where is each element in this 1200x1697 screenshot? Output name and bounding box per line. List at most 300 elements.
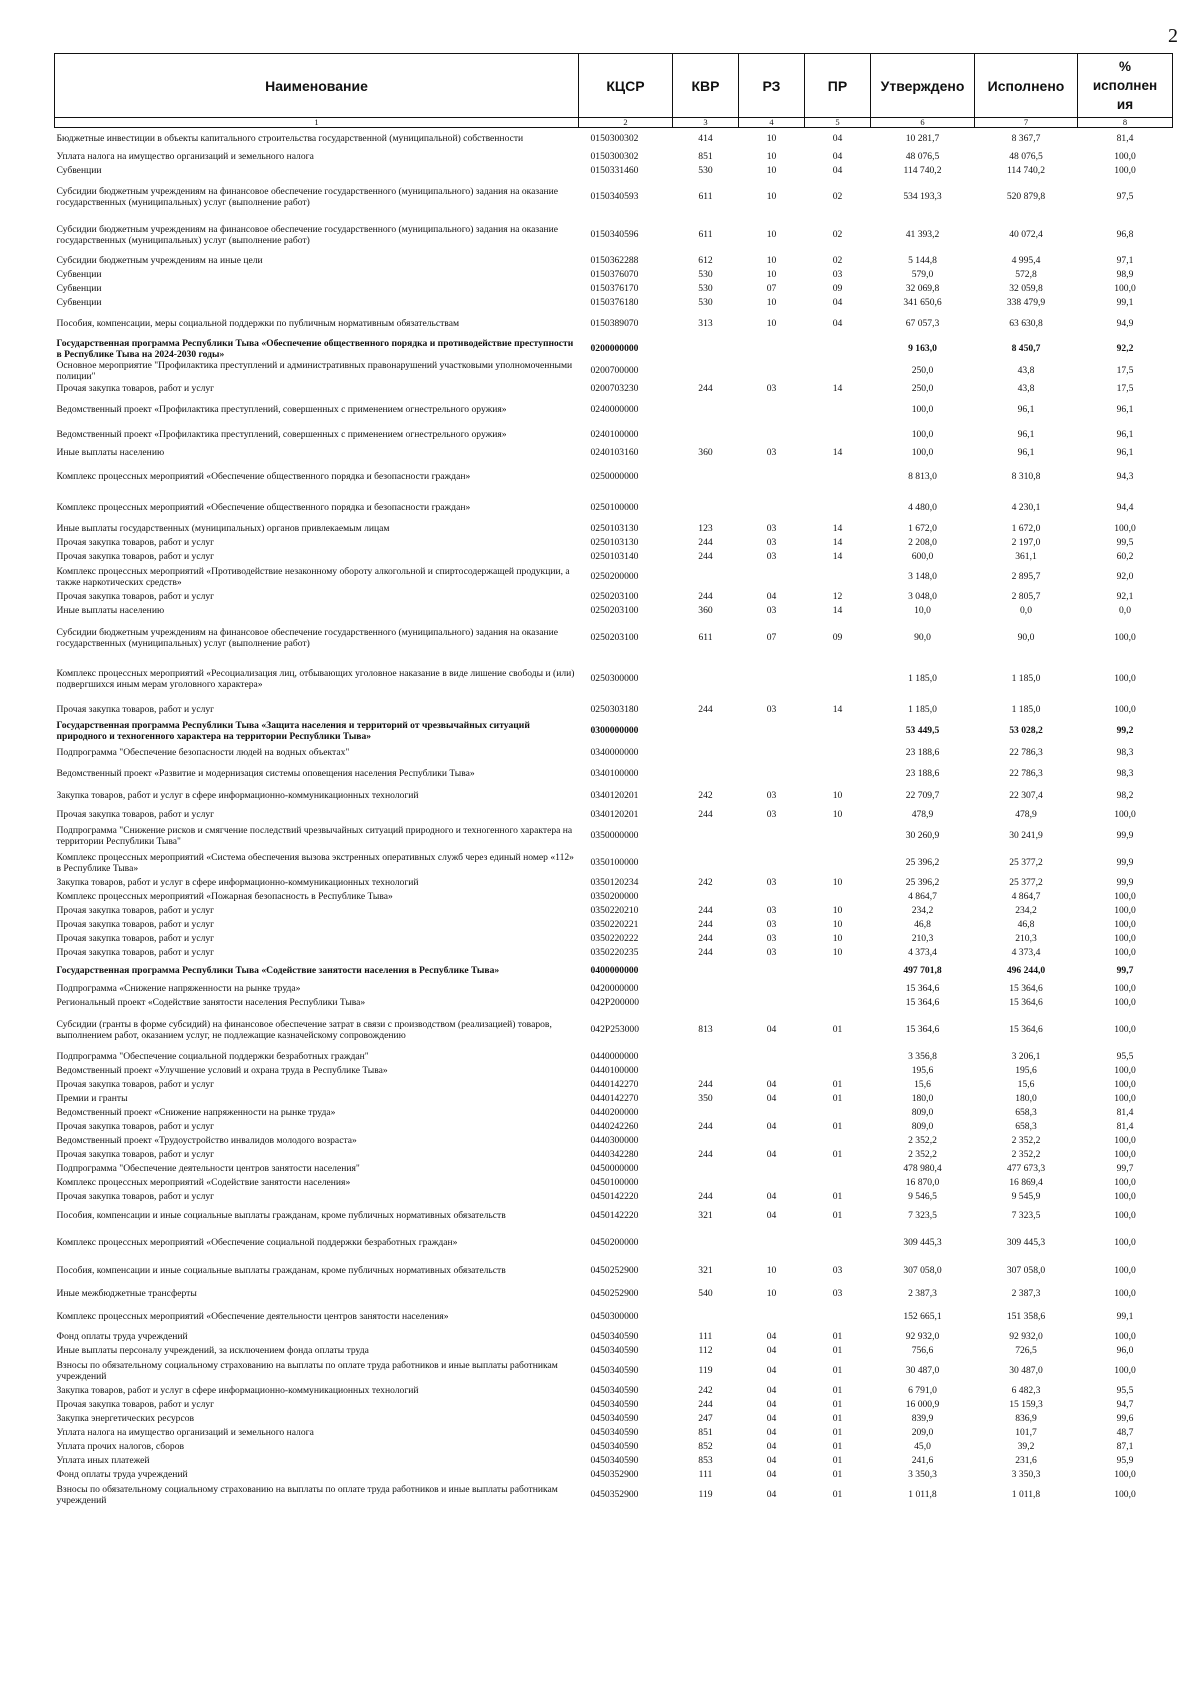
row-kvr: 852 <box>698 1441 713 1452</box>
row-name: Комплекс процессных мероприятий «Обеспечение общественного порядка и безопасности граждан» <box>56 471 471 482</box>
row-pr: 10 <box>832 877 843 888</box>
row-kcsr: 0240100000 <box>590 429 639 440</box>
row-rz <box>739 960 805 982</box>
row-kcsr: 0350220210 <box>590 905 639 916</box>
table-row <box>55 550 1173 564</box>
row-approved: 478 980,4 <box>903 1163 942 1174</box>
row-executed: 307 058,0 <box>1006 1265 1046 1276</box>
row-kcsr: 0250103130 <box>590 537 639 548</box>
row-approved: 15,6 <box>914 1079 931 1090</box>
row-name: Иные выплаты государственных (муниципальных) органов привлекаемым лицам <box>56 523 390 534</box>
row-pr: 14 <box>832 551 843 562</box>
row-rz: 10 <box>766 165 777 176</box>
row-executed: 520 879,8 <box>1006 191 1046 202</box>
row-kcsr: 0450340590 <box>590 1399 639 1410</box>
row-executed: 43,8 <box>1017 365 1035 376</box>
row-kcsr: 0200700000 <box>590 365 639 376</box>
row-kvr: 612 <box>698 255 713 266</box>
row-kvr <box>673 1134 739 1148</box>
table-row <box>55 822 1173 850</box>
row-pr: 03 <box>832 1265 843 1276</box>
row-kcsr: 0450252900 <box>590 1265 639 1276</box>
row-percent: 100,0 <box>1114 1489 1136 1500</box>
table-row <box>55 1440 1173 1454</box>
row-approved: 241,6 <box>911 1455 934 1466</box>
row-kcsr: 0150362288 <box>590 255 639 266</box>
row-name: Закупка товаров, работ и услуг в сфере информационно-коммуникационных технологий <box>56 1385 419 1396</box>
row-name: Комплекс процессных мероприятий «Ресоциализация лиц, отбывающих уголовное наказание в виде лишение свободы и (или) подвергшихся иным мерам уголовного характера» <box>56 667 575 690</box>
row-kvr: 530 <box>698 283 713 294</box>
row-kvr: 360 <box>698 605 713 616</box>
row-rz <box>739 720 805 742</box>
table-row <box>55 1258 1173 1284</box>
row-kvr: 313 <box>698 318 713 329</box>
row-executed: 8 310,8 <box>1011 471 1041 482</box>
row-approved: 5 144,8 <box>908 255 937 266</box>
row-name: Субвенции <box>56 165 102 176</box>
row-name: Прочая закупка товаров, работ и услуг <box>56 704 215 715</box>
row-pr: 10 <box>832 790 843 801</box>
row-percent: 100,0 <box>1114 919 1136 930</box>
row-rz: 04 <box>766 1489 777 1500</box>
row-percent: 99,1 <box>1116 297 1134 308</box>
row-name: Прочая закупка товаров, работ и услуг <box>56 919 215 930</box>
row-pr <box>805 720 871 742</box>
row-approved: 209,0 <box>911 1427 934 1438</box>
row-executed: 96,1 <box>1017 404 1035 415</box>
table-row <box>55 1482 1173 1508</box>
row-executed: 15 364,6 <box>1009 1024 1043 1035</box>
row-kvr <box>673 658 739 700</box>
row-percent: 96,1 <box>1116 404 1134 415</box>
row-pr: 03 <box>832 1288 843 1299</box>
row-approved: 600,0 <box>911 551 934 562</box>
row-rz <box>739 1162 805 1176</box>
row-percent: 99,7 <box>1116 965 1134 976</box>
row-kvr: 244 <box>698 905 713 916</box>
row-pr <box>805 396 871 424</box>
row-percent: 94,9 <box>1116 318 1134 329</box>
row-executed: 7 323,5 <box>1011 1210 1041 1221</box>
row-pr <box>805 982 871 996</box>
row-executed: 114 740,2 <box>1006 165 1046 176</box>
row-kvr: 530 <box>698 269 713 280</box>
table-row <box>55 604 1173 618</box>
page-number: 2 <box>1168 25 1178 47</box>
row-rz: 03 <box>766 919 777 930</box>
row-percent: 100,0 <box>1114 1331 1136 1342</box>
row-executed: 6 482,3 <box>1011 1385 1041 1396</box>
row-name: Закупка товаров, работ и услуг в сфере информационно-коммуникационных технологий <box>56 877 419 888</box>
row-kvr: 244 <box>698 1121 713 1132</box>
row-pr: 12 <box>832 591 843 602</box>
row-kcsr: 0240103160 <box>590 447 639 458</box>
table-row <box>55 876 1173 890</box>
row-percent: 60,2 <box>1116 551 1134 562</box>
row-name: Субсидии бюджетным учреждениям на финансовое обеспечение государственного (муниципального) задания на оказание государственных (муниципальных) услуг (выполнение работ) <box>56 626 559 649</box>
row-rz: 03 <box>766 905 777 916</box>
row-rz <box>739 460 805 494</box>
row-executed: 16 869,4 <box>1009 1177 1043 1188</box>
row-kvr: 244 <box>698 704 713 715</box>
table-row <box>55 1330 1173 1344</box>
row-name: Подпрограмма "Обеспечение деятельности центров занятости населения" <box>56 1163 360 1174</box>
row-percent: 99,6 <box>1116 1413 1134 1424</box>
row-rz <box>739 1050 805 1064</box>
row-percent: 100,0 <box>1114 1288 1136 1299</box>
row-pr <box>805 1162 871 1176</box>
row-percent: 92,0 <box>1116 571 1134 582</box>
row-pr: 01 <box>832 1121 843 1132</box>
row-kvr: 530 <box>698 165 713 176</box>
row-name: Прочая закупка товаров, работ и услуг <box>56 1121 215 1132</box>
row-kvr <box>673 850 739 876</box>
row-percent: 100,0 <box>1114 1210 1136 1221</box>
row-name: Ведомственный проект «Профилактика преступлений, совершенных с применением огнестрельного оружия» <box>56 404 507 415</box>
row-pr <box>805 1134 871 1148</box>
row-name: Иные выплаты населению <box>56 605 165 616</box>
row-approved: 15 364,6 <box>905 997 940 1008</box>
row-rz: 10 <box>766 318 777 329</box>
row-name: Иные межбюджетные трансферты <box>56 1288 197 1299</box>
row-percent: 100,0 <box>1114 165 1136 176</box>
row-executed: 63 630,8 <box>1009 318 1043 329</box>
row-pr: 03 <box>832 269 843 280</box>
row-approved: 30 260,9 <box>905 830 940 841</box>
table-row <box>55 128 1173 150</box>
row-executed: 22 307,4 <box>1009 790 1043 801</box>
table-row <box>55 178 1173 216</box>
row-percent: 94,3 <box>1116 471 1134 482</box>
row-approved: 195,6 <box>911 1065 934 1076</box>
row-approved: 478,9 <box>911 809 934 820</box>
row-rz: 04 <box>766 1441 777 1452</box>
table-row <box>55 764 1173 784</box>
row-approved: 180,0 <box>911 1093 934 1104</box>
row-approved: 53 449,5 <box>905 725 940 736</box>
table-row <box>55 1304 1173 1330</box>
row-kcsr: 0450142220 <box>590 1210 639 1221</box>
table-row <box>55 522 1173 536</box>
row-name: Подпрограмма "Обеспечение безопасности людей на водных объектах" <box>56 747 350 758</box>
row-rz: 10 <box>766 1288 777 1299</box>
row-approved: 100,0 <box>911 404 934 415</box>
row-percent: 100,0 <box>1114 283 1136 294</box>
row-approved: 1 011,8 <box>908 1489 937 1500</box>
row-pr <box>805 1064 871 1078</box>
row-approved: 32 069,8 <box>905 283 940 294</box>
row-percent: 92,2 <box>1116 343 1134 354</box>
row-pr: 02 <box>832 191 843 202</box>
row-kvr <box>673 396 739 424</box>
row-rz: 10 <box>766 255 777 266</box>
row-approved: 307 058,0 <box>903 1265 942 1276</box>
column-number: 5 <box>805 118 871 128</box>
row-pr: 10 <box>832 933 843 944</box>
row-percent: 100,0 <box>1114 523 1136 534</box>
row-pr: 01 <box>832 1441 843 1452</box>
header-kvr: КВР <box>673 54 739 118</box>
row-percent: 100,0 <box>1114 151 1136 162</box>
row-executed: 15,6 <box>1017 1079 1035 1090</box>
row-pr: 14 <box>832 447 843 458</box>
row-kcsr: 0340120201 <box>590 809 639 820</box>
row-executed: 15 364,6 <box>1009 983 1043 994</box>
row-percent: 98,2 <box>1116 790 1134 801</box>
row-rz <box>739 996 805 1010</box>
row-rz: 10 <box>766 133 777 145</box>
row-kcsr: 0240000000 <box>590 404 639 415</box>
row-pr: 14 <box>832 383 843 394</box>
row-pr <box>805 1050 871 1064</box>
row-kcsr: 0350100000 <box>590 857 639 868</box>
row-pr: 01 <box>832 1365 843 1376</box>
row-kvr: 611 <box>698 191 713 202</box>
row-kvr <box>673 982 739 996</box>
row-name: Региональный проект «Содействие занятости населения Республики Тыва» <box>56 997 366 1008</box>
row-percent: 99,7 <box>1116 1163 1134 1174</box>
row-rz: 07 <box>766 632 777 643</box>
table-row <box>55 1468 1173 1482</box>
row-approved: 250,0 <box>911 383 934 394</box>
row-pr: 01 <box>832 1399 843 1410</box>
row-kcsr: 0440100000 <box>590 1065 639 1076</box>
row-rz <box>739 742 805 764</box>
row-kvr: 244 <box>698 1079 713 1090</box>
row-kcsr: 0450352900 <box>590 1489 639 1500</box>
row-kvr: 530 <box>698 297 713 308</box>
row-approved: 756,6 <box>911 1345 934 1356</box>
row-name: Пособия, компенсации и иные социальные выплаты гражданам, кроме публичных нормативных обязательств <box>56 1210 506 1221</box>
row-executed: 25 377,2 <box>1009 877 1043 888</box>
row-rz <box>739 564 805 590</box>
row-approved: 250,0 <box>911 365 934 376</box>
header-rz: РЗ <box>739 54 805 118</box>
row-kvr: 853 <box>698 1455 713 1466</box>
row-name: Взносы по обязательному социальному страхованию на выплаты по оплате труда работников и иные выплаты работникам учреждений <box>56 1483 558 1506</box>
row-name: Государственная программа Республики Тыва «Содействие занятости населения в Республике Тыва» <box>56 965 500 976</box>
row-kvr <box>673 996 739 1010</box>
row-approved: 341 650,6 <box>903 297 942 308</box>
row-kvr: 321 <box>698 1210 713 1221</box>
row-name: Комплекс процессных мероприятий «Обеспечение деятельности центров занятости населения» <box>56 1311 449 1322</box>
row-pr: 01 <box>832 1191 843 1202</box>
row-rz <box>739 396 805 424</box>
row-rz: 04 <box>766 1191 777 1202</box>
row-approved: 9 546,5 <box>908 1191 937 1202</box>
row-percent: 100,0 <box>1114 947 1136 958</box>
row-pr <box>805 960 871 982</box>
row-kvr: 111 <box>698 1469 713 1480</box>
row-name: Прочая закупка товаров, работ и услуг <box>56 383 215 394</box>
row-kcsr: 0450142220 <box>590 1191 639 1202</box>
row-percent: 17,5 <box>1116 365 1134 376</box>
row-pr <box>805 494 871 522</box>
row-rz: 03 <box>766 537 777 548</box>
row-approved: 6 791,0 <box>908 1385 937 1396</box>
row-executed: 4 230,1 <box>1011 502 1041 513</box>
table-row <box>55 784 1173 808</box>
row-name: Бюджетные инвестиции в объекты капитального строительства государственной (муниципальной) собственности <box>56 133 524 145</box>
row-percent: 100,0 <box>1114 1079 1136 1090</box>
row-rz <box>739 1228 805 1258</box>
row-rz: 04 <box>766 1079 777 1090</box>
row-executed: 40 072,4 <box>1009 229 1043 240</box>
table-row <box>55 1426 1173 1440</box>
table-row <box>55 1284 1173 1304</box>
row-approved: 48 076,5 <box>905 151 940 162</box>
row-kvr <box>673 1064 739 1078</box>
table-row <box>55 996 1173 1010</box>
row-kcsr: 0450340590 <box>590 1413 639 1424</box>
row-pr: 10 <box>832 809 843 820</box>
table-row <box>55 446 1173 460</box>
row-pr <box>805 890 871 904</box>
row-executed: 4 373,4 <box>1011 947 1041 958</box>
table-row <box>55 164 1173 178</box>
row-percent: 100,0 <box>1114 1237 1136 1248</box>
row-kcsr: 0450252900 <box>590 1288 639 1299</box>
budget-execution-table <box>54 53 1173 1508</box>
row-kvr: 242 <box>698 1385 713 1396</box>
row-kvr: 350 <box>698 1093 713 1104</box>
row-name: Подпрограмма «Снижение напряженности на рынке труда» <box>56 983 301 994</box>
row-name: Прочая закупка товаров, работ и услуг <box>56 933 215 944</box>
table-row <box>55 494 1173 522</box>
table-row <box>55 254 1173 268</box>
row-percent: 87,1 <box>1116 1441 1134 1452</box>
row-kcsr: 0150389070 <box>590 318 639 329</box>
row-kcsr: 0350220222 <box>590 933 639 944</box>
row-pr: 10 <box>832 947 843 958</box>
row-kcsr: 0440242260 <box>590 1121 639 1132</box>
row-name: Основное мероприятие "Профилактика преступлений и административных правонарушений участковыми уполномоченными полиции" <box>56 359 573 382</box>
row-kvr: 813 <box>698 1024 713 1035</box>
row-rz: 03 <box>766 947 777 958</box>
row-name: Субвенции <box>56 297 102 308</box>
row-approved: 4 480,0 <box>908 502 937 513</box>
table-row <box>55 700 1173 720</box>
row-kcsr: 0400000000 <box>590 965 639 976</box>
row-percent: 0,0 <box>1119 605 1131 616</box>
row-name: Уплата прочих налогов, сборов <box>56 1441 185 1452</box>
row-percent: 100,0 <box>1114 933 1136 944</box>
row-executed: 151 358,6 <box>1006 1311 1046 1322</box>
row-rz: 04 <box>766 1365 777 1376</box>
row-name: Прочая закупка товаров, работ и услуг <box>56 905 215 916</box>
row-executed: 22 786,3 <box>1009 747 1043 758</box>
row-name: Прочая закупка товаров, работ и услуг <box>56 591 215 602</box>
row-rz: 04 <box>766 1385 777 1396</box>
table-row <box>55 904 1173 918</box>
table-row <box>55 1176 1173 1190</box>
row-kcsr: 0150376170 <box>590 283 639 294</box>
row-executed: 4 995,4 <box>1011 255 1041 266</box>
row-rz <box>739 1304 805 1330</box>
row-name: Прочая закупка товаров, работ и услуг <box>56 947 215 958</box>
row-percent: 95,5 <box>1116 1385 1134 1396</box>
row-percent: 97,1 <box>1116 255 1134 266</box>
row-kcsr: 0450340590 <box>590 1385 639 1396</box>
row-percent: 100,0 <box>1114 1135 1136 1146</box>
row-pr <box>805 338 871 360</box>
row-percent: 100,0 <box>1114 905 1136 916</box>
row-name: Пособия, компенсации, меры социальной поддержки по публичным нормативным обязательствам <box>56 318 460 329</box>
row-name: Уплата иных платежей <box>56 1455 150 1466</box>
row-kcsr: 0200703230 <box>590 383 639 394</box>
row-pr: 04 <box>832 165 843 176</box>
table-row <box>55 396 1173 424</box>
row-name: Государственная программа Республики Тыва «Обеспечение общественного порядка и противодействие преступности в Республике Тыва на 2024-2030 годы» <box>56 337 574 360</box>
row-kcsr: 0450340590 <box>590 1427 639 1438</box>
table-row <box>55 658 1173 700</box>
row-executed: 43,8 <box>1017 383 1035 394</box>
row-rz: 04 <box>766 1024 777 1035</box>
header-name: Наименование <box>55 54 579 118</box>
row-percent: 99,9 <box>1116 877 1134 888</box>
row-pr: 02 <box>832 229 843 240</box>
header-percent-line2: исполнен <box>1092 78 1158 93</box>
row-rz: 04 <box>766 1427 777 1438</box>
row-kvr: 611 <box>698 632 713 643</box>
row-rz <box>739 424 805 446</box>
row-pr: 14 <box>832 523 843 534</box>
row-kcsr: 042P253000 <box>590 1024 640 1035</box>
row-rz: 04 <box>766 1413 777 1424</box>
row-approved: 809,0 <box>911 1107 934 1118</box>
row-executed: 309 445,3 <box>1006 1237 1046 1248</box>
table-row <box>55 1120 1173 1134</box>
row-kcsr: 0350220235 <box>590 947 639 958</box>
row-pr <box>805 996 871 1010</box>
row-approved: 3 356,8 <box>908 1051 937 1062</box>
row-approved: 41 393,2 <box>905 229 940 240</box>
row-percent: 81,4 <box>1116 1121 1134 1132</box>
row-name: Ведомственный проект «Трудоустройство инвалидов молодого возраста» <box>56 1135 357 1146</box>
row-kvr <box>673 890 739 904</box>
row-executed: 2 805,7 <box>1011 591 1041 602</box>
row-rz <box>739 982 805 996</box>
row-rz: 10 <box>766 1265 777 1276</box>
row-executed: 477 673,3 <box>1006 1163 1046 1174</box>
row-kvr: 242 <box>698 790 713 801</box>
row-kvr: 321 <box>698 1265 713 1276</box>
row-executed: 9 545,9 <box>1011 1191 1041 1202</box>
row-approved: 9 163,0 <box>908 343 937 354</box>
row-approved: 579,0 <box>911 269 934 280</box>
table-row <box>55 1398 1173 1412</box>
row-executed: 496 244,0 <box>1006 965 1046 976</box>
row-pr <box>805 658 871 700</box>
row-kcsr: 0450340590 <box>590 1365 639 1376</box>
table-row <box>55 1228 1173 1258</box>
row-rz: 04 <box>766 1455 777 1466</box>
table-row <box>55 1010 1173 1050</box>
row-pr <box>805 742 871 764</box>
row-name: Ведомственный проект «Развитие и модернизация системы оповещения населения Республики Тыва» <box>56 768 475 779</box>
row-approved: 2 387,3 <box>908 1288 937 1299</box>
row-approved: 534 193,3 <box>903 191 942 202</box>
column-number: 1 <box>55 118 579 128</box>
row-executed: 572,8 <box>1015 269 1037 280</box>
row-kcsr: 0340120201 <box>590 790 639 801</box>
row-rz: 04 <box>766 1093 777 1104</box>
row-rz: 03 <box>766 704 777 715</box>
row-rz: 10 <box>766 229 777 240</box>
row-kvr <box>673 1304 739 1330</box>
row-kvr: 414 <box>698 133 713 145</box>
column-number-row <box>55 118 1173 128</box>
